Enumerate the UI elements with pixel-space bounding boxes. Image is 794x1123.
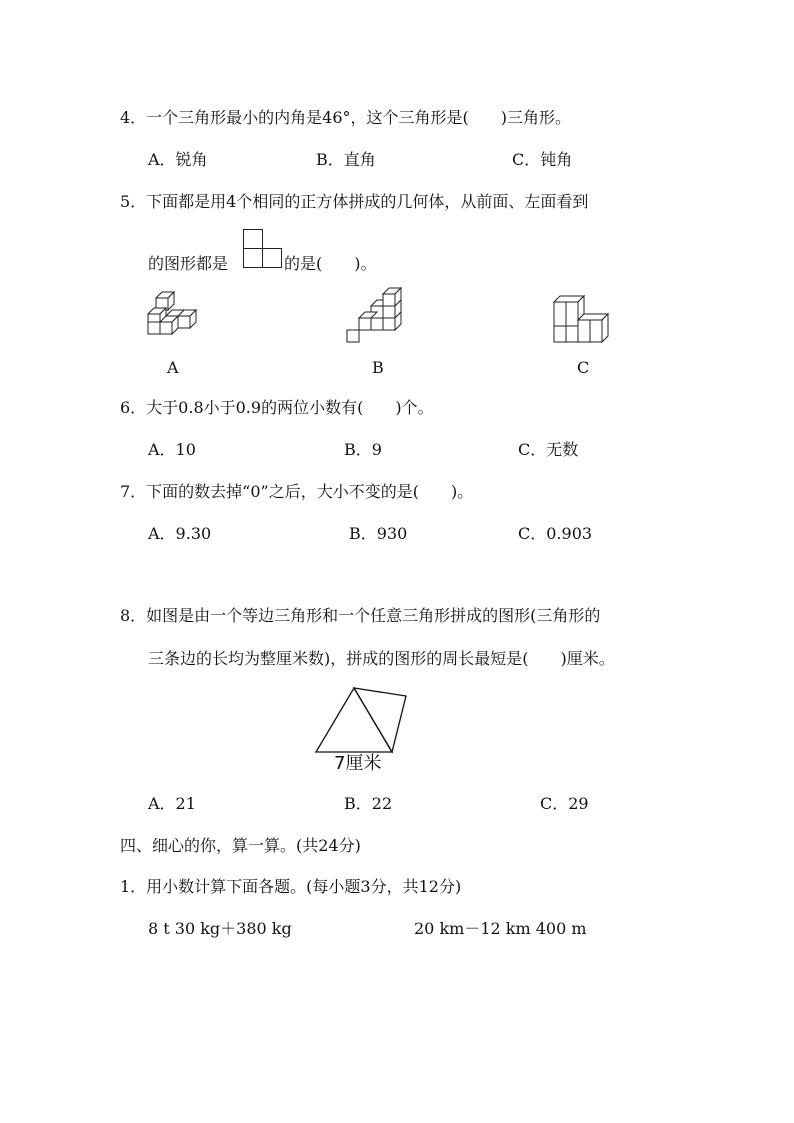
q8-stem-line2: 三条边的长均为整厘米数)，拼成的图形的周长最短是( )厘米。 — [148, 649, 615, 668]
q8-triangle-figure — [314, 686, 414, 756]
section4-title: 四、细心的你，算一算。(共24分) — [120, 836, 361, 855]
q8-option-c: C．29 — [540, 794, 589, 813]
section4-q1-stem: 1．用小数计算下面各题。(每小题3分，共12分) — [120, 877, 462, 896]
q8-option-a: A．21 — [148, 794, 196, 813]
section4-q1-problem-1: 8 t 30 kg＋380 kg — [148, 919, 292, 938]
q5-label-c: C — [577, 358, 590, 377]
q6-option-c: C．无数 — [518, 440, 579, 459]
q5-stem-line1: 5．下面都是用4个相同的正方体拼成的几何体，从前面、左面看到 — [120, 192, 589, 211]
q4-option-c: C．钝角 — [512, 150, 573, 169]
q5-stem-line2-prefix: 的图形都是 — [148, 254, 229, 273]
q8-stem-line1: 8．如图是由一个等边三角形和一个任意三角形拼成的图形(三角形的 — [120, 606, 601, 625]
q7-option-c: C．0.903 — [518, 524, 593, 543]
q4-option-a: A．锐角 — [148, 150, 208, 169]
q5-label-a: A — [167, 358, 179, 377]
q8-figure-label: 7厘米 — [334, 753, 382, 774]
q7-stem: 7．下面的数去掉“0”之后，大小不变的是( )。 — [120, 482, 474, 501]
q7-option-a: A．9.30 — [148, 524, 212, 543]
q5-label-b: B — [372, 358, 384, 377]
q8-option-b: B．22 — [344, 794, 393, 813]
section4-q1-problem-2: 20 km－12 km 400 m — [414, 919, 587, 938]
q5-stem-line2-suffix: 的是( )。 — [284, 254, 377, 273]
q5-solid-a-figure — [146, 284, 206, 344]
q4-option-b: B．直角 — [316, 150, 376, 169]
q5-solid-c-figure — [552, 292, 618, 348]
q5-solid-b-figure — [345, 284, 411, 344]
q6-stem: 6．大于0.8小于0.9的两位小数有( )个。 — [120, 398, 434, 417]
q5-view-shape-icon — [243, 229, 283, 269]
q4-stem: 4．一个三角形最小的内角是46°，这个三角形是( )三角形。 — [120, 108, 572, 127]
q6-option-a: A．10 — [148, 440, 196, 459]
q6-option-b: B．9 — [344, 440, 382, 459]
q7-option-b: B．930 — [349, 524, 408, 543]
